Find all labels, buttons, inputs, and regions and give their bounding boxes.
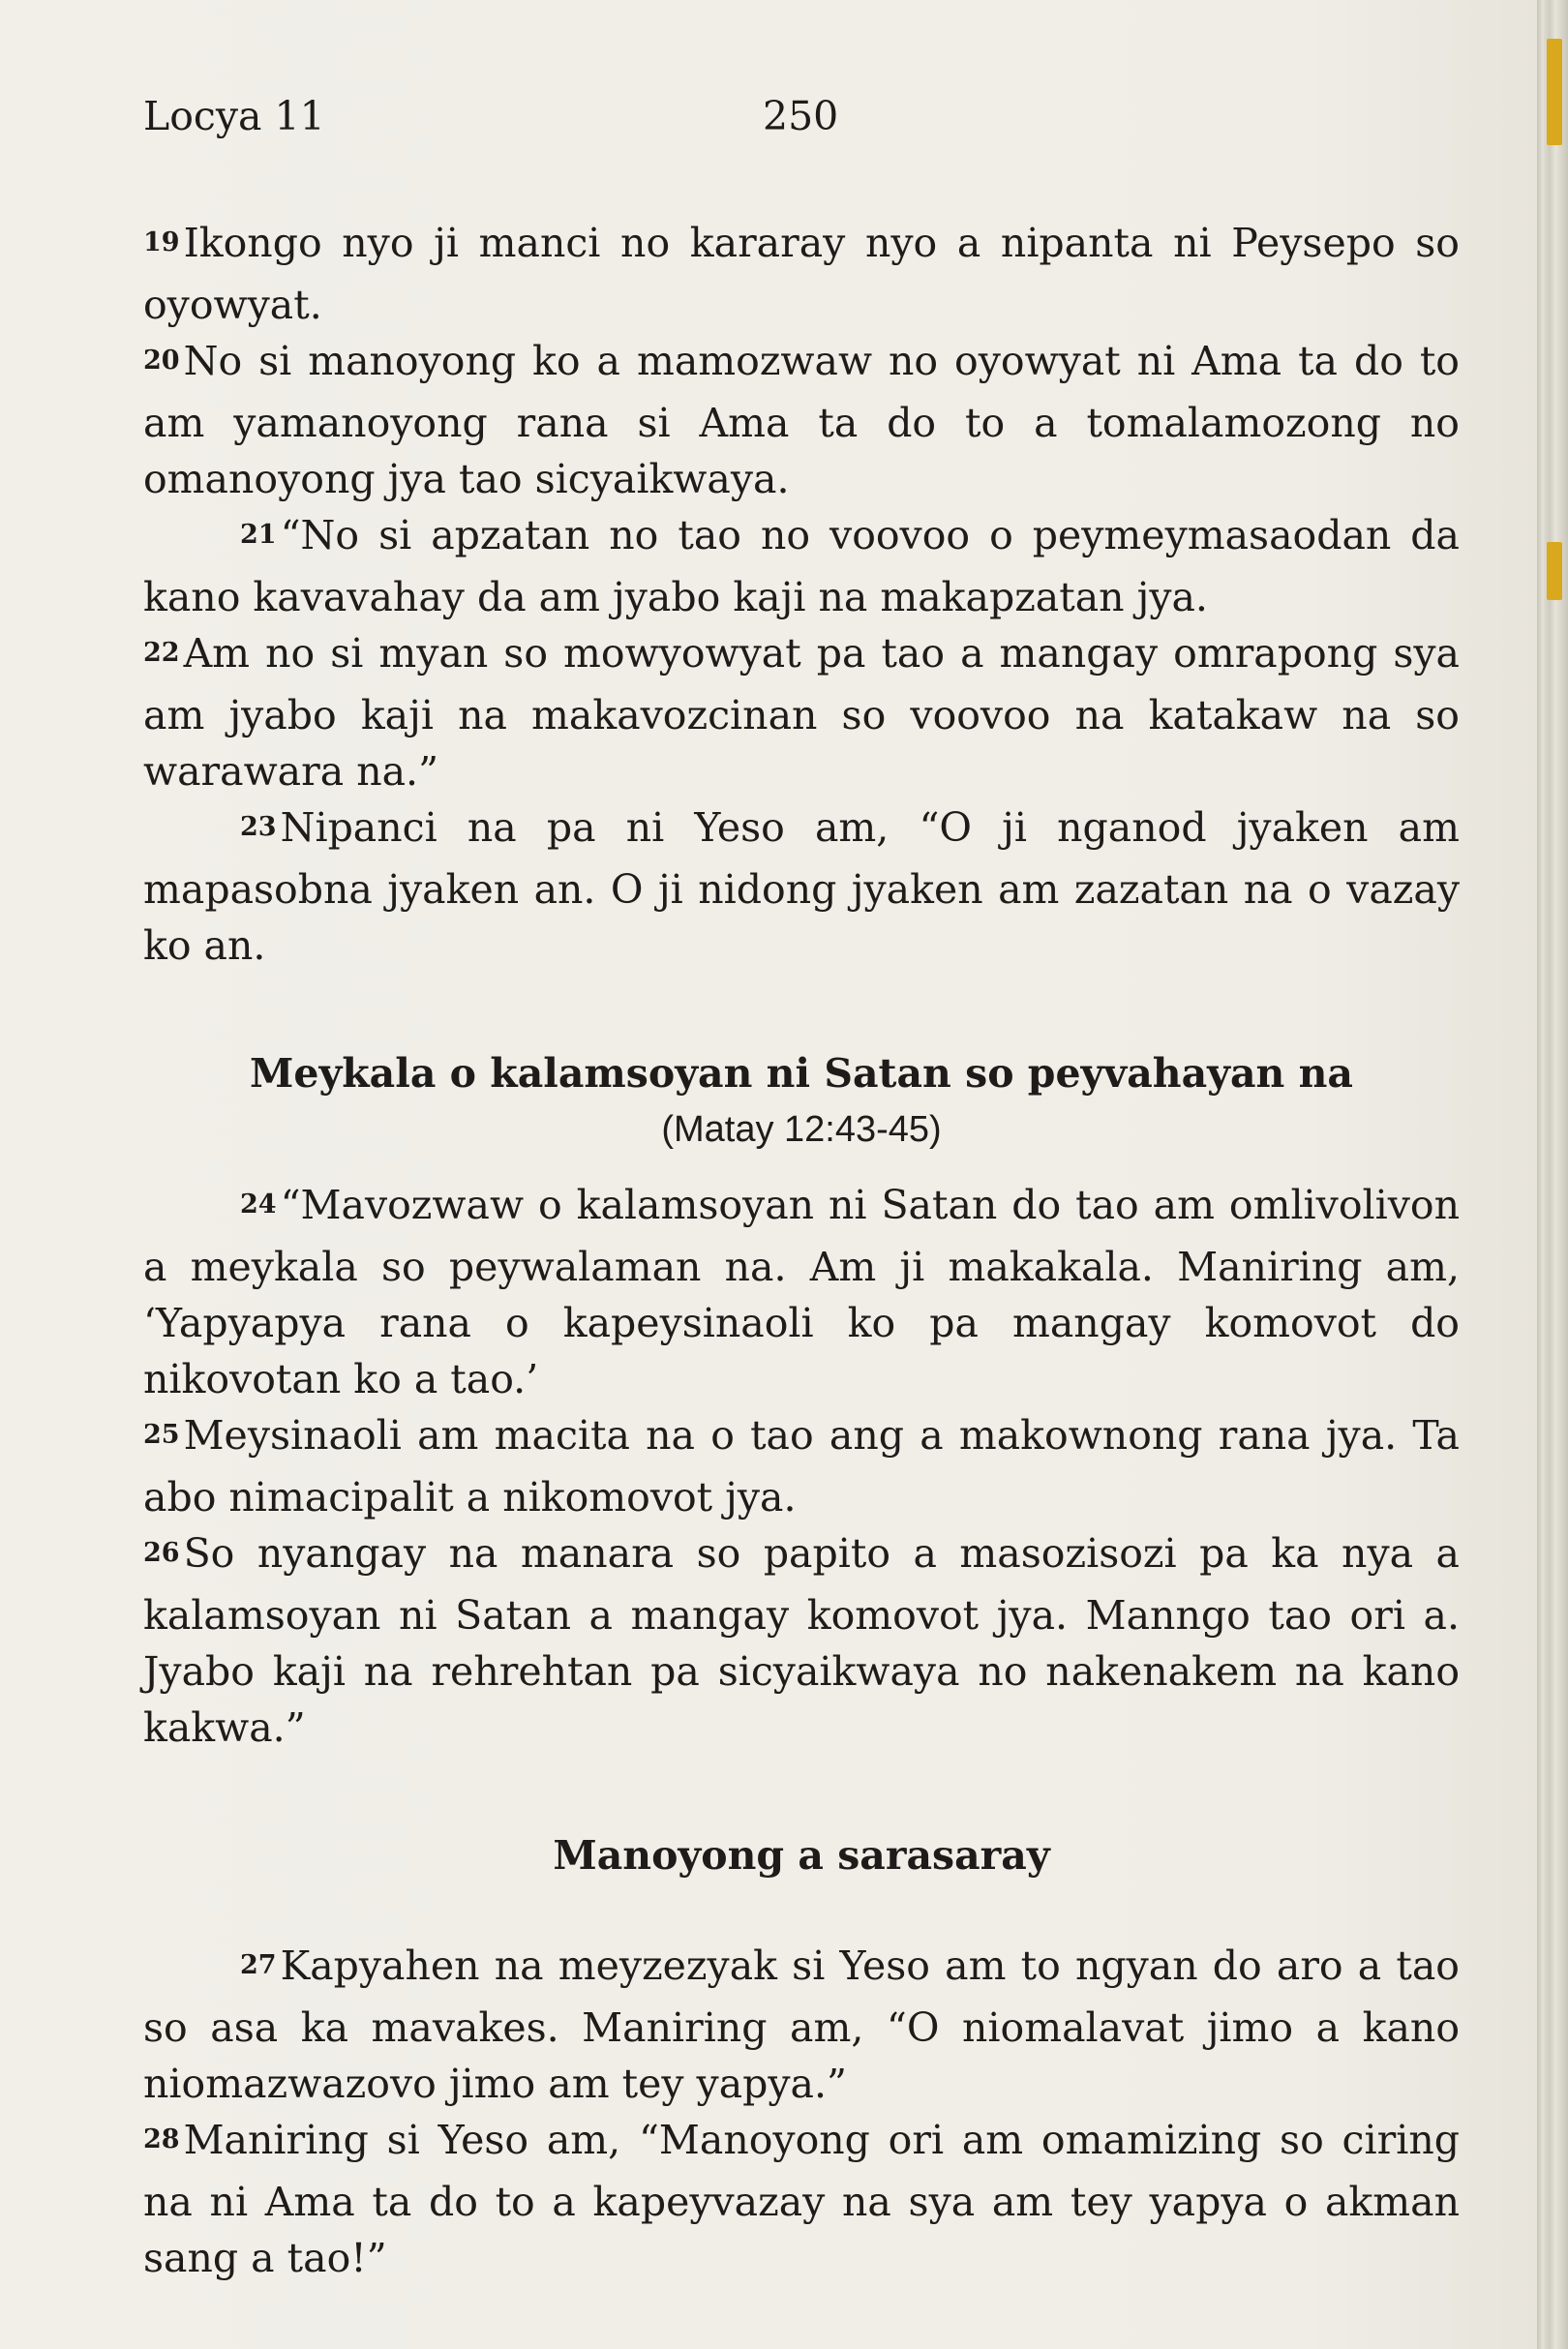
verse	[143, 625, 1460, 799]
book-edge	[1537, 0, 1568, 2349]
verse-text: Maniring si Yeso am, “Manoyong ori am omamizing so ciring na ni Ama ta do to a kapeyvazay na sya am tey yapya o akman sang a tao!”	[143, 2117, 1460, 2281]
verse-text: So nyangay na manara so papito a masozisozi pa ka nya a kalamsoyan ni Satan a mangay komovot jya. Manngo tao ori a. Jyabo kaji na rehrehtan pa sicyaikwaya no nakenakem na kano kakwa.”	[143, 1530, 1460, 1751]
verse-number: 26	[143, 1538, 180, 1568]
verse-text: Am no si myan so mowyowyat pa tao a mangay omrapong sya am jyabo kaji na makavozcinan so voovoo na katakaw na so warawara na.”	[143, 630, 1460, 795]
verse	[143, 1407, 1460, 1525]
verse-group	[143, 215, 1460, 974]
verse	[143, 1525, 1460, 1756]
verse	[143, 1938, 1460, 2112]
verse	[143, 1177, 1460, 1407]
section-heading: Manoyong a sarasaray	[553, 1832, 1050, 1879]
verse-number: 21	[240, 520, 277, 550]
verse-number: 28	[143, 2124, 180, 2154]
verse-text: “Mavozwaw o kalamsoyan ni Satan do tao am omlivolivon a meykala so peywalaman na. Am ji makakala. Maniring am, ‘Yapyapya rana o kapeysinaoli ko pa mangay komovot do nikovotan ko a tao.’	[143, 1182, 1460, 1402]
verse	[143, 215, 1460, 333]
verse-text: Meysinaoli am macita na o tao ang a makownong rana jya. Ta abo nimacipalit a nikomovot jya.	[143, 1412, 1460, 1521]
verse-text: No si manoyong ko a mamozwaw no oyowyat ni Ama ta do to am yamanoyong rana si Ama ta do to a tomalamozong no omanoyong jya tao sicyaikwaya.	[143, 338, 1460, 502]
verse-text: Nipanci na pa ni Yeso am, “O ji nganod jyaken am mapasobna jyaken an. O ji nidong jyaken am zazatan na o vazay ko an.	[143, 804, 1460, 969]
verse	[143, 2112, 1460, 2286]
verse-group	[143, 1177, 1460, 1756]
running-header	[143, 93, 1460, 151]
verse-number: 22	[143, 638, 180, 668]
verse-number: 23	[240, 812, 277, 842]
section-heading: Meykala o kalamsoyan ni Satan so peyvahayan na	[249, 1050, 1353, 1097]
page-number: 250	[763, 93, 839, 139]
thumb-index-marker	[1547, 39, 1562, 145]
page-body	[143, 215, 1460, 2286]
verse	[143, 333, 1460, 507]
verse	[143, 799, 1460, 974]
verse-number: 19	[143, 227, 180, 257]
verse-text: Ikongo nyo ji manci no kararay nyo a nipanta ni Peysepo so oyowyat.	[143, 220, 1460, 328]
verse	[143, 507, 1460, 625]
thumb-index-marker	[1547, 542, 1562, 600]
verse-text: Kapyahen na meyzezyak si Yeso am to ngyan do aro a tao so asa ka mavakes. Maniring am, “O niomalavat jimo a kano niomazwazovo jimo am tey yapya.”	[143, 1942, 1460, 2107]
verse-number: 24	[240, 1190, 277, 1220]
section-reference: (Matay 12:43-45)	[661, 1109, 942, 1150]
verse-number: 20	[143, 346, 180, 376]
verse-group	[143, 1938, 1460, 2286]
chapter-label: Locya 11	[143, 93, 325, 139]
verse-number: 27	[240, 1950, 277, 1980]
verse-number: 25	[143, 1420, 180, 1450]
verse-text: “No si apzatan no tao no voovoo o peymeymasaodan da kano kavavahay da am jyabo kaji na makapzatan jya.	[143, 512, 1460, 620]
